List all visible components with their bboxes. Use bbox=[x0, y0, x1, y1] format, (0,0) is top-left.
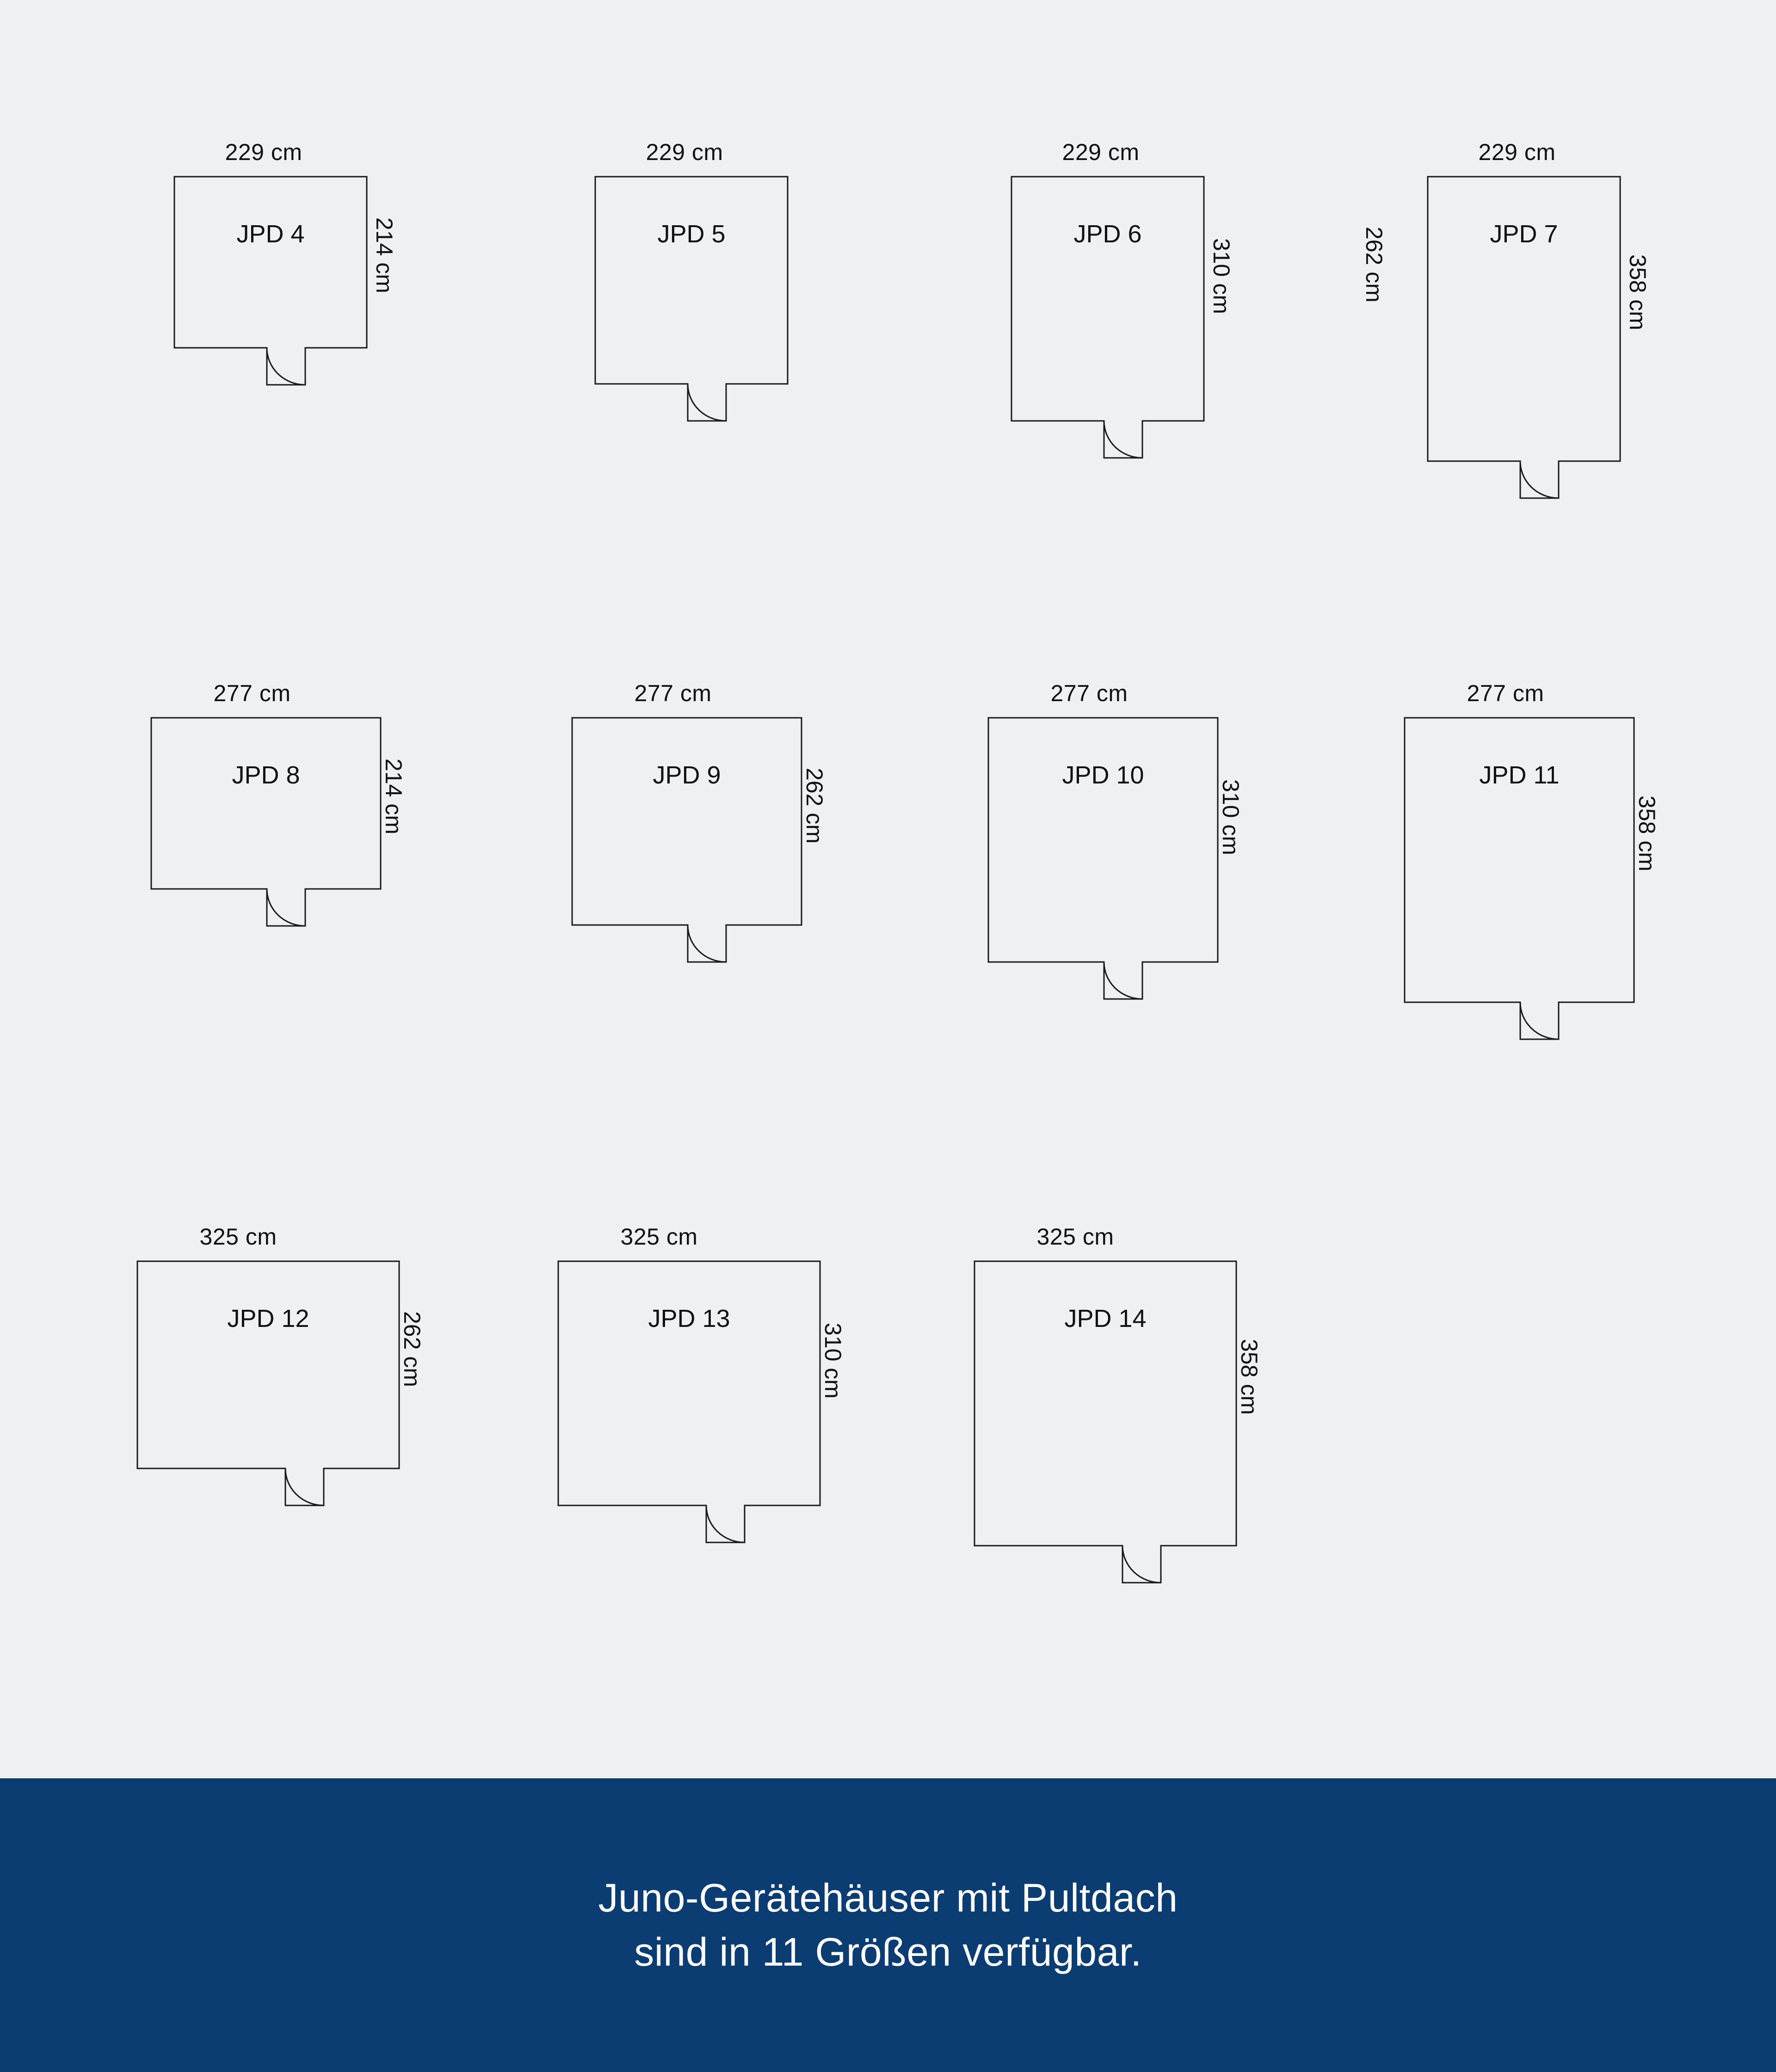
width-label: 277 cm bbox=[634, 680, 712, 706]
footer-line-2: sind in 11 Größen verfügbar. bbox=[634, 1930, 1142, 1974]
depth-label: 358 cm bbox=[1236, 1339, 1262, 1415]
width-label: 229 cm bbox=[1478, 139, 1556, 165]
model-label: JPD 6 bbox=[1073, 220, 1142, 248]
model-label: JPD 5 bbox=[657, 220, 726, 248]
width-label: 277 cm bbox=[213, 680, 291, 706]
model-label: JPD 9 bbox=[653, 761, 721, 789]
width-label: 277 cm bbox=[1467, 680, 1544, 706]
depth-label: 358 cm bbox=[1625, 254, 1651, 330]
model-label: JPD 13 bbox=[648, 1305, 730, 1332]
plan-shape bbox=[173, 176, 368, 435]
model-label: JPD 12 bbox=[227, 1305, 309, 1332]
width-label: 325 cm bbox=[1036, 1224, 1114, 1250]
footer-line-1: Juno-Gerätehäuser mit Pultdach bbox=[598, 1876, 1178, 1921]
size-item-jpd-11 bbox=[1383, 680, 1660, 1096]
size-item-jpd-6 bbox=[976, 139, 1234, 555]
model-label: JPD 10 bbox=[1062, 761, 1144, 789]
depth-label: 358 cm bbox=[1634, 796, 1660, 871]
model-label: JPD 11 bbox=[1479, 761, 1560, 789]
size-item-jpd-13 bbox=[536, 1223, 846, 1640]
size-item-jpd-4 bbox=[139, 139, 397, 555]
model-label: JPD 4 bbox=[236, 220, 305, 248]
depth-label: 310 cm bbox=[1209, 238, 1234, 314]
plan-shape bbox=[150, 717, 382, 976]
depth-label: 262 cm bbox=[399, 1311, 425, 1387]
depth-label: 214 cm bbox=[371, 217, 397, 293]
size-item-jpd-9 bbox=[550, 680, 827, 1096]
footer-banner bbox=[0, 1778, 1776, 2072]
size-item-jpd-7 bbox=[1392, 139, 1651, 555]
width-label: 229 cm bbox=[646, 139, 723, 165]
depth-label: 310 cm bbox=[820, 1323, 846, 1399]
width-label: 325 cm bbox=[620, 1224, 698, 1250]
model-label: JPD 7 bbox=[1490, 220, 1558, 248]
size-item-jpd-8 bbox=[130, 680, 407, 1096]
depth-label: 262 cm bbox=[1361, 227, 1387, 302]
depth-label: 262 cm bbox=[802, 768, 827, 844]
size-item-jpd-14 bbox=[953, 1223, 1262, 1640]
width-label: 229 cm bbox=[1062, 139, 1140, 165]
size-item-jpd-10 bbox=[967, 680, 1244, 1096]
depth-label: 214 cm bbox=[381, 758, 407, 834]
width-label: 229 cm bbox=[225, 139, 302, 165]
model-label: JPD 14 bbox=[1064, 1305, 1147, 1332]
width-label: 277 cm bbox=[1050, 680, 1128, 706]
size-item-jpd-12 bbox=[116, 1223, 425, 1640]
width-label: 325 cm bbox=[199, 1224, 277, 1250]
model-label: JPD 8 bbox=[232, 761, 300, 789]
depth-label: 310 cm bbox=[1218, 779, 1244, 855]
